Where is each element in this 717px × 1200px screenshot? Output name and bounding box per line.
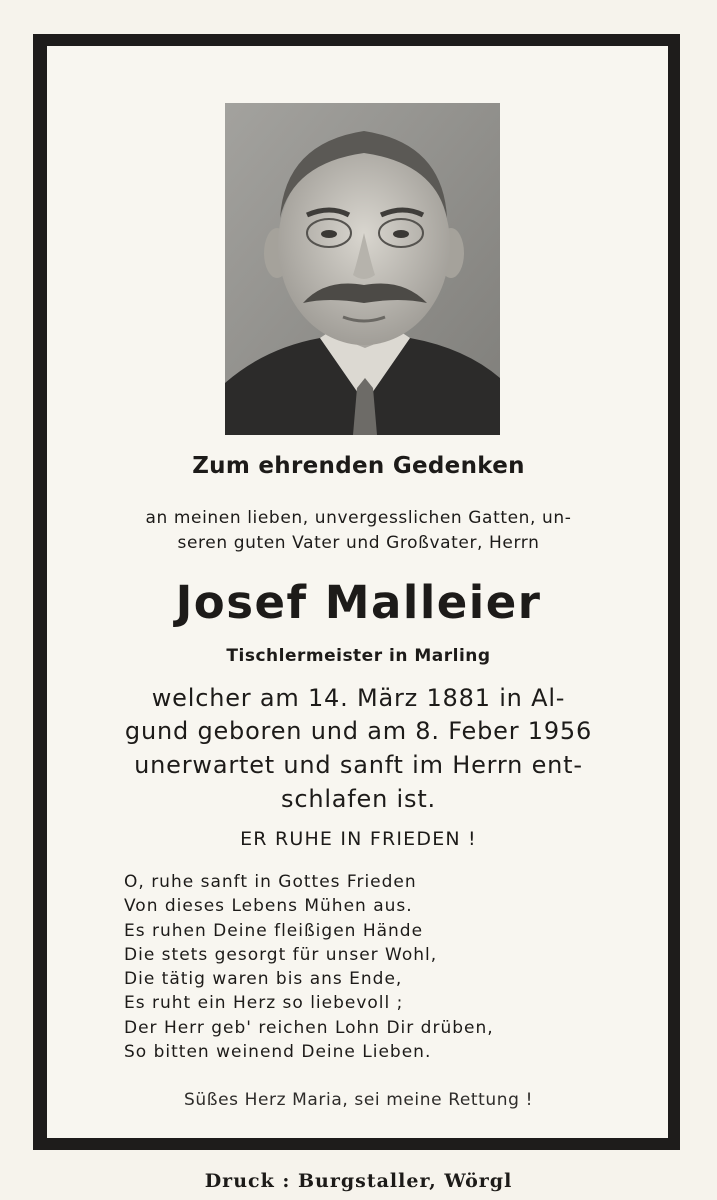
rest-in-peace-line: ER RUHE IN FRIEDEN ! [240,828,477,850]
profession: Tischlermeister in Marling [226,646,491,666]
printer-credit: Druck : Burgstaller, Wörgl [204,1170,513,1192]
poem-line: Die stets gesorgt für unser Wohl, [124,944,438,965]
body-line: welcher am 14. März 1881 in Al- [151,684,566,712]
deceased-name: Josef Malleier [175,576,542,629]
closing-prayer: Süßes Herz Maria, sei meine Rettung ! [184,1090,533,1110]
poem-line: O, ruhe sanft in Gottes Frieden [124,872,417,892]
poem-line: Es ruhen Deine fleißigen Hände [124,920,424,941]
poem-line: Von dieses Lebens Mühen aus. [124,896,413,917]
intro-line: seren guten Vater und Großvater, Herrn [177,533,540,553]
body-line: schlafen ist. [281,785,436,813]
poem-line: Es ruht ein Herz so liebevoll ; [124,993,404,1014]
poem [124,870,494,1064]
body-line: unerwartet und sanft im Herrn ent- [134,751,583,779]
poem-line: Die tätig waren bis ans Ende, [124,969,403,990]
heading: Zum ehrenden Gedenken [192,453,525,479]
poem-line: Der Herr geb' reichen Lohn Dir drüben, [124,1017,494,1038]
body-line: gund geboren und am 8. Feber 1956 [124,717,593,745]
poem-line: So bitten weinend Deine Lieben. [124,1042,432,1063]
intro-line: an meinen lieben, unvergesslichen Gatten, un- [145,508,572,528]
portrait-photo [225,103,500,435]
